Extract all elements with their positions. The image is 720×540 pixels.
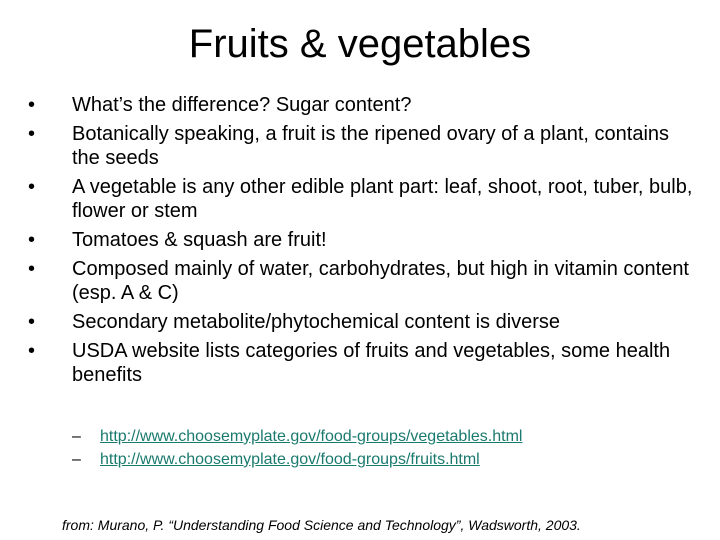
- source-citation: from: Murano, P. “Understanding Food Science and Technology”, Wadsworth, 2003.: [62, 517, 581, 533]
- bullet-item: [28, 122, 698, 170]
- bullet-marker: •: [28, 229, 36, 251]
- bullet-marker: •: [28, 123, 36, 145]
- fruits-link[interactable]: http://www.choosemyplate.gov/food-groups/fruits.html: [100, 451, 480, 468]
- bullet-item: [28, 257, 698, 305]
- bullet-marker: •: [28, 340, 36, 362]
- bullet-text: Secondary metabolite/phytochemical content is diverse: [72, 311, 561, 333]
- dash-marker: –: [72, 428, 81, 445]
- bullet-item: [28, 310, 698, 334]
- link-list: [72, 425, 522, 471]
- slide-title: Fruits & vegetables: [188, 22, 532, 66]
- bullet-item: [28, 175, 698, 223]
- bullet-item: [28, 339, 698, 387]
- dash-marker: –: [72, 451, 81, 468]
- bullet-item: [28, 228, 698, 252]
- bullet-item: [28, 93, 698, 117]
- bullet-text: Tomatoes & squash are fruit!: [72, 229, 327, 251]
- bullet-text: Composed mainly of water, carbohydrates, but high in vitamin content (esp. A & C): [72, 258, 689, 304]
- bullet-text: What’s the difference? Sugar content?: [72, 94, 412, 116]
- bullet-marker: •: [28, 258, 36, 280]
- vegetables-link[interactable]: http://www.choosemyplate.gov/food-groups/vegetables.html: [100, 428, 523, 445]
- bullet-marker: •: [28, 311, 36, 333]
- bullet-list: [28, 93, 698, 392]
- bullet-text: A vegetable is any other edible plant part: leaf, shoot, root, tuber, bulb, flower or stem: [72, 176, 693, 222]
- link-item: [72, 425, 522, 448]
- bullet-text: Botanically speaking, a fruit is the ripened ovary of a plant, contains the seeds: [72, 123, 670, 169]
- bullet-text: USDA website lists categories of fruits and vegetables, some health benefits: [72, 340, 671, 386]
- bullet-marker: •: [28, 176, 36, 198]
- bullet-marker: •: [28, 94, 36, 116]
- link-item: [72, 448, 522, 471]
